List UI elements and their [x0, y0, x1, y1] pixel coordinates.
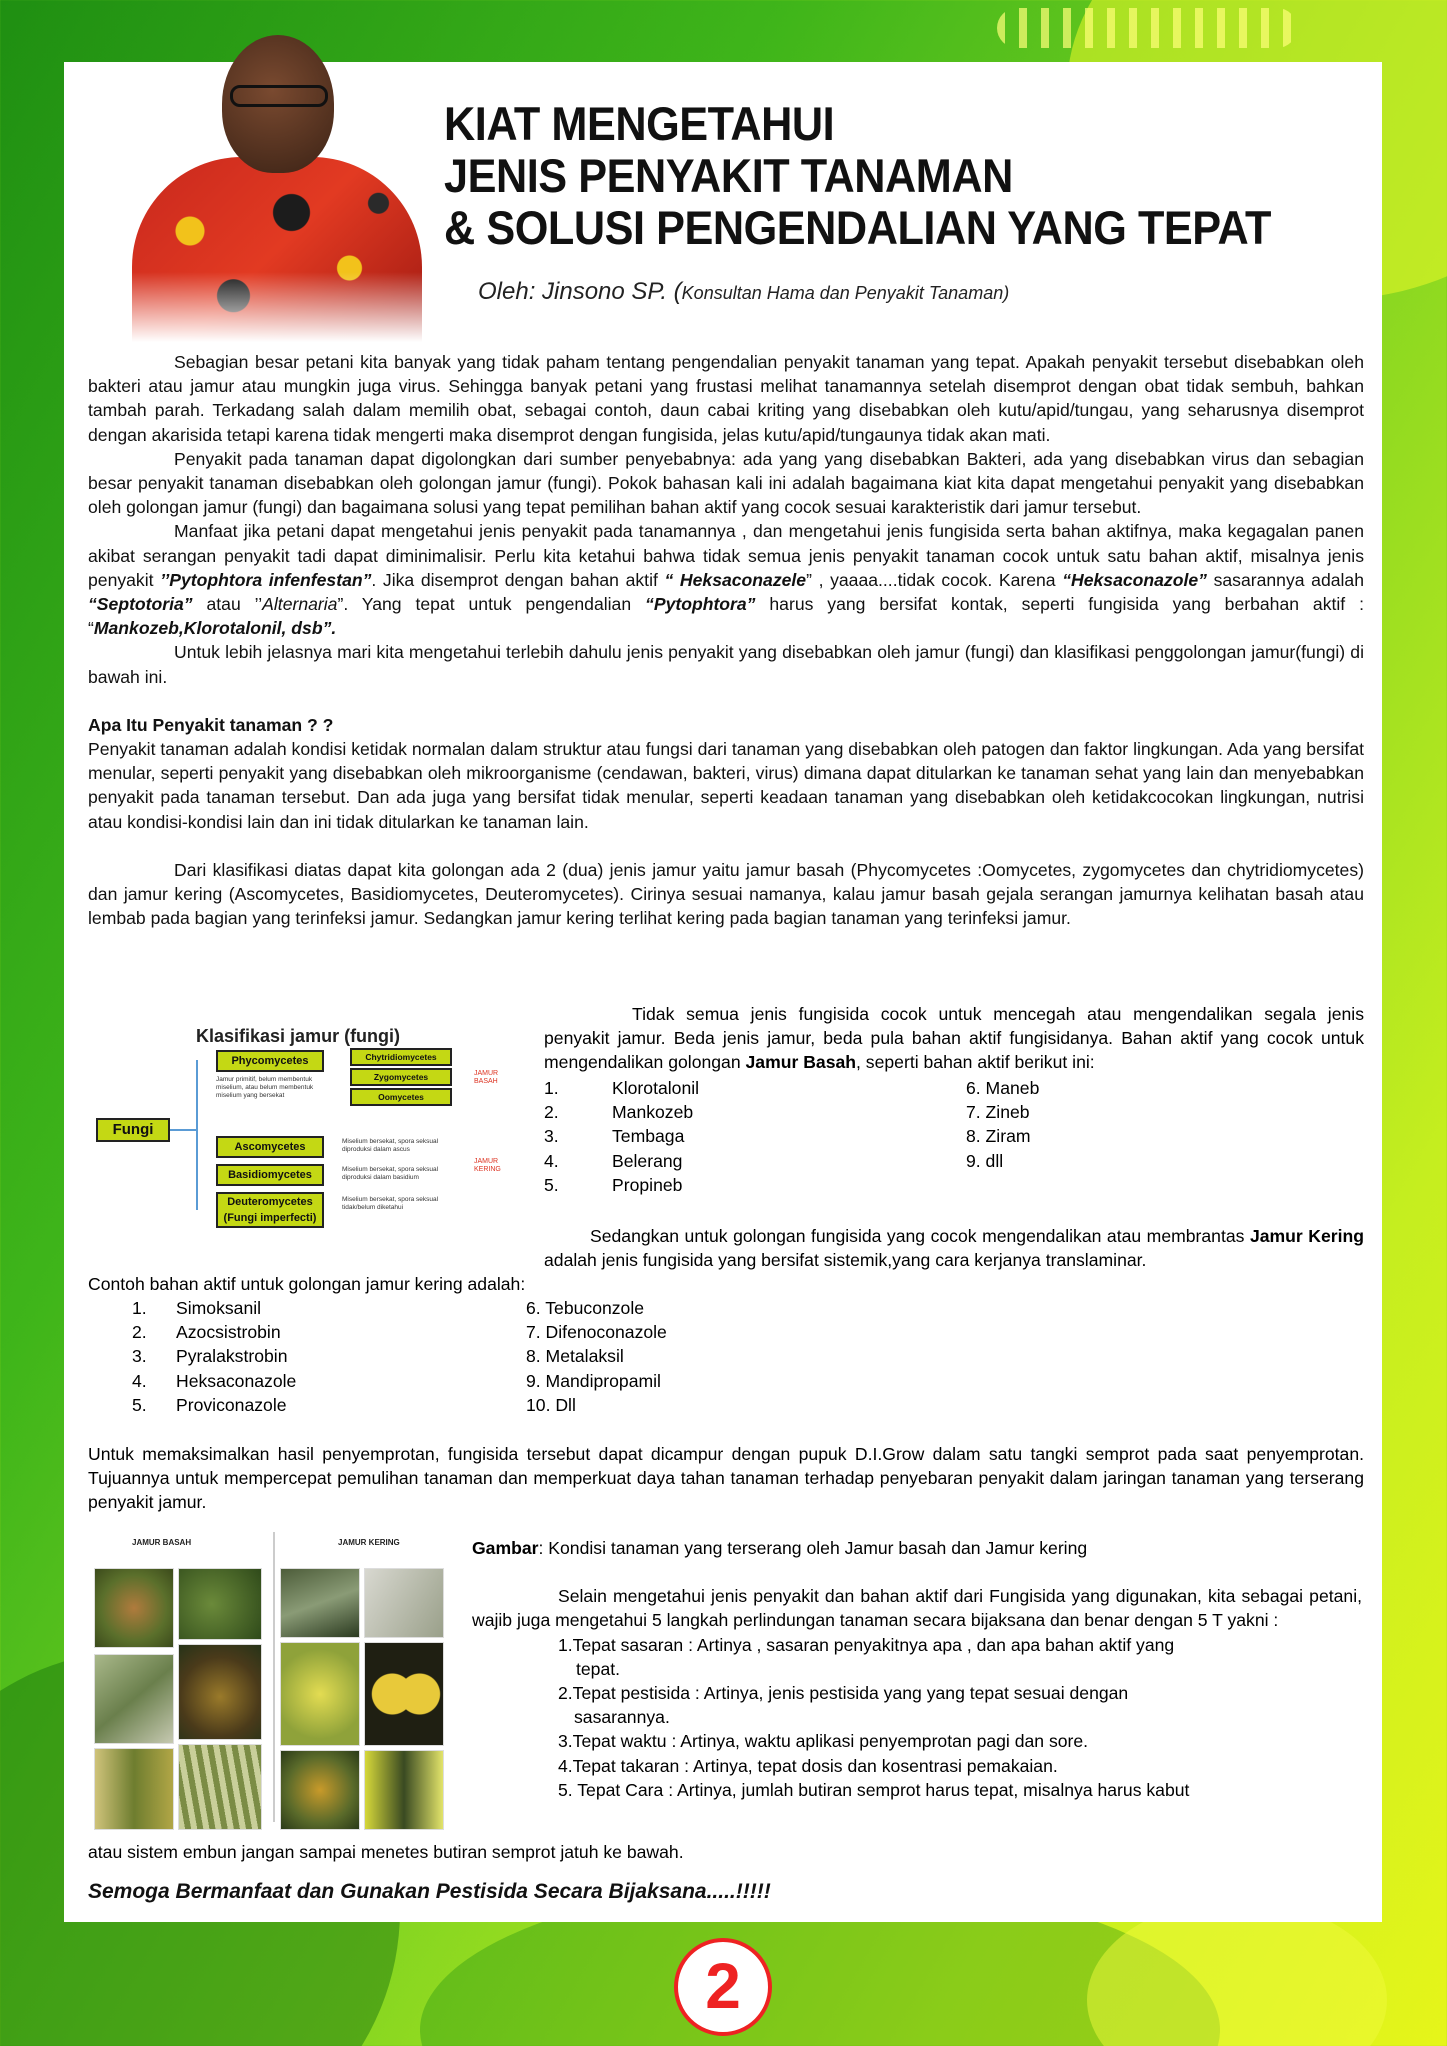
- page-number: 2: [674, 1938, 772, 2036]
- disease-images: [88, 1532, 448, 1832]
- list-item: 4. Belerang: [544, 1150, 683, 1171]
- jamur-basah-paragraph: Tidak semua jenis fungisida cocok untuk mencegah atau mengendalikan segala jenis penyakit jamur. Beda jenis jamur, beda pula bahan aktif fungisidanya. Bahan aktif yang cocok untuk mengendalikan golongan Jamur Basah, seperti bahan aktif berikut ini:: [544, 1004, 1364, 1073]
- intro-paragraph-1: Sebagian besar petani kita banyak yang tidak paham tentang pengendalian penyakit tanaman yang tepat. Apakah penyakit tersebut disebabkan oleh bakteri atau jamur atau mungkin juga virus. Sehingga banyak petani yang frustasi melihat tanamannya setelah disemprot dengan obat tidak sembuh, bahkan tambah parah. Terkadang salah dalam memilih obat, sebagai contoh, daun cabai kriting yang disebabkan oleh kutu/apid/tungau, yang seharusnya disemprot dengan akarisida tetapi karena tidak mengerti maka disemprot dengan fungisida, jelas kutu/apid/tungaunya tidak akan mati.: [88, 352, 1364, 445]
- node-zygomycetes: Zygomycetes: [350, 1068, 452, 1086]
- section-heading: Apa Itu Penyakit tanaman ? ?: [88, 714, 334, 735]
- image-tile: [94, 1654, 174, 1744]
- label-jamur-kering: JAMUR KERING: [474, 1158, 501, 1173]
- step-1: 1.Tepat sasaran : Artinya , sasaran penyakitnya apa , dan apa bahan aktif yang: [558, 1634, 1175, 1655]
- lima-t-section: [472, 1536, 1362, 1802]
- article-title: [444, 98, 1271, 254]
- title-line-3: & SOLUSI PENGENDALIAN YANG TEPAT: [444, 201, 1271, 254]
- author-name: Oleh: Jinsono SP. (: [478, 278, 682, 305]
- article-page: [64, 62, 1382, 1922]
- jamur-basah-section: [544, 1002, 1364, 1075]
- list-item: 6. Maneb: [966, 1078, 1040, 1098]
- author-photo: [132, 27, 422, 342]
- list-item: 1. Simoksanil: [132, 1298, 262, 1318]
- list-item: 5. Proviconazole: [132, 1394, 287, 1415]
- image-tile: [178, 1644, 262, 1740]
- label-jamur-kering-images: JAMUR KERING: [338, 1538, 400, 1547]
- list-item: 10. Dll: [526, 1394, 576, 1415]
- phyco-note: Jamur primitif, belum membentuk miselium, atau belum membentuk miselium yang bersekat: [216, 1076, 314, 1099]
- list-item: 9. Mandipropamil: [526, 1370, 661, 1391]
- basid-note: Miselium bersekat, spora seksual diproduksi dalam basidium: [342, 1166, 439, 1181]
- campur-paragraph: Untuk memaksimalkan hasil penyemprotan, fungisida tersebut dapat dicampur dengan pupuk D.I.Grow dalam satu tangki semprot pada saat penyemprotan. Tujuannya untuk mempercepat pemulihan tanaman dan memperkuat daya tahan tanaman terhadap penyebaran penyakit dalam jaringan tanaman yang terserang penyakit jamur.: [88, 1444, 1364, 1513]
- step-3: 3.Tepat waktu : Artinya, waktu aplikasi penyemprotan pagi dan sore.: [558, 1731, 1089, 1752]
- jamur-kering-lead: Contoh bahan aktif untuk golongan jamur kering adalah:: [88, 1274, 526, 1294]
- list-item: 1. Klorotalonil: [544, 1078, 700, 1098]
- jamur-kering-list-left: [132, 1296, 296, 1417]
- deut-note: Miselium bersekat, spora seksual tidak/belum diketahui: [342, 1196, 439, 1211]
- intro-paragraph-3: Manfaat jika petani dapat mengetahui jenis penyakit pada tanamannya , dan mengetahui jenis fungisida serta bahan aktifnya, maka kegagalan panen akibat serangan penyakit tadi dapat diminimalisir. Perlu kita ketahui bahwa tidak semua jenis penyakit tanaman cocok untuk satu bahan aktif, misalnya jenis penyakit ’’Pytophtora infenfestan”. Jika disemprot dengan bahan aktif “ Heksaconazele” , yaaaa....tidak cocok. Karena “Heksaconazole” sasarannya adalah “Septotoria” atau ’’Alternaria”. Yang tepat untuk pengendalian “Pytophtora” harus yang bersifat kontak, seperti fungisida yang berbahan aktif : “Mankozeb,Klorotalonil, dsb”.: [88, 521, 1364, 639]
- image-tile: [364, 1750, 444, 1830]
- intro-paragraph-2: Penyakit pada tanaman dapat digolongkan dari sumber penyebabnya: ada yang yang disebabkan Bakteri, ada yang disebabkan virus dan sebagian besar penyakit tanaman disebabkan oleh golongan jamur (fungi). Pokok bahasan kali ini adalah bagaimana kiat kita dapat mengetahui penyakit yang disebabkan oleh golongan jamur (fungi) dan bagaimana solusi yang tepat pemilihan bahan aktif yang cocok sesuai karakteristik dari jamur tersebut.: [88, 448, 1364, 518]
- list-item: 4. Heksaconazole: [132, 1370, 297, 1391]
- fungi-classification-diagram: [88, 1026, 518, 1226]
- image-tile: [94, 1748, 174, 1830]
- image-tile: [178, 1568, 262, 1640]
- list-item: 3. Tembaga: [544, 1126, 685, 1147]
- image-tile: [280, 1568, 360, 1638]
- node-deuteromycetes: Deuteromycetes (Fungi imperfecti): [216, 1192, 324, 1228]
- node-chytridiomycetes: Chytridiomycetes: [350, 1048, 452, 1066]
- node-phycomycetes: Phycomycetes: [216, 1050, 324, 1072]
- jamur-basah-list-left: [544, 1076, 699, 1197]
- step-1-cont: tepat.: [576, 1658, 621, 1679]
- image-tile: [280, 1750, 360, 1830]
- title-line-1: KIAT MENGETAHUI: [444, 97, 835, 150]
- step-5-cont: atau sistem embun jangan sampai menetes butiran semprot jatuh ke bawah.: [88, 1842, 684, 1862]
- background-stripes: [997, 8, 1297, 48]
- step-4: 4.Tepat takaran : Artinya, tepat dosis dan kosentrasi pemakaian.: [558, 1755, 1058, 1776]
- list-item: 9. dll: [966, 1150, 1004, 1171]
- jamur-basah-list-right: [966, 1076, 1039, 1173]
- image-tile: [178, 1744, 262, 1830]
- closing-line: Semoga Bermanfaat dan Gunakan Pestisida Secara Bijaksana.....!!!!!: [88, 1880, 771, 1903]
- image-tile: [364, 1642, 444, 1746]
- section-paragraph-2: Dari klasifikasi diatas dapat kita golongan ada 2 (dua) jenis jamur yaitu jamur basah (Phycomycetes :Oomycetes, zygomycetes dan chytridiomycetes) dan jamur kering (Ascomycetes, Basidiomycetes, Deuteromycetes). Cirinya sesuai namanya, kalau jamur basah gejala serangan jamurnya kelihatan basah atau lembab pada bagian yang terinfeksi jamur. Sedangkan jamur kering terlihat kering pada bagian tanaman yang terinfeksi jamur.: [88, 859, 1364, 929]
- node-ascomycetes: Ascomycetes: [216, 1136, 324, 1158]
- step-2-cont: sasarannya.: [574, 1707, 670, 1728]
- title-line-2: JENIS PENYAKIT TANAMAN: [444, 149, 1013, 202]
- list-item: 7. Difenoconazole: [526, 1322, 667, 1343]
- section-paragraph-1: Penyakit tanaman adalah kondisi ketidak normalan dalam struktur atau fungsi dari tanaman yang disebabkan oleh patogen dan faktor lingkungan. Ada yang bersifat menular, seperti penyakit yang disebabkan oleh mikroorganisme (cendawan, bakteri, virus) dimana dapat ditularkan ke tanaman sehat yang lain dan menyebabkan penyakit pada tanaman tersebut. Dan ada juga yang bersifat tidak menular, seperti keadaan tanaman yang disebabkan oleh ketidakcocokan lingkungan, nutrisi atau kondisi-kondisi lain dan ini tidak ditularkan ke tanaman lain.: [88, 739, 1364, 832]
- byline: [478, 278, 1009, 306]
- list-item: 8. Ziram: [966, 1126, 1031, 1147]
- list-item: 8. Metalaksil: [526, 1346, 624, 1367]
- jamur-kering-intro: Sedangkan untuk golongan fungisida yang cocok mengendalikan atau membrantas Jamur Kering adalah jenis fungisida yang bersifat sistemik,yang cara kerjanya translaminar.: [544, 1226, 1364, 1271]
- image-caption: Gambar: Kondisi tanaman yang terserang oleh Jamur basah dan Jamur kering: [472, 1538, 1088, 1558]
- lima-t-intro: Selain mengetahui jenis penyakit dan bahan aktif dari Fungisida yang digunakan, kita sebagai petani, wajib juga mengetahui 5 langkah perlindungan tanaman secara bijaksana dan benar dengan 5 T yakni :: [472, 1586, 1362, 1631]
- list-item: 5. Propineb: [544, 1174, 683, 1195]
- label-jamur-basah-images: JAMUR BASAH: [132, 1538, 192, 1547]
- list-item: 7. Zineb: [966, 1102, 1030, 1123]
- node-fungi: Fungi: [96, 1118, 170, 1142]
- list-item: 2. Azocsistrobin: [132, 1322, 281, 1343]
- diagram-title: Klasifikasi jamur (fungi): [196, 1026, 401, 1046]
- node-basidiomycetes: Basidiomycetes: [216, 1164, 324, 1186]
- jamur-kering-list-right: [526, 1296, 667, 1417]
- image-tile: [94, 1568, 174, 1648]
- article-body: [88, 350, 1364, 930]
- list-item: 6. Tebuconzole: [526, 1298, 645, 1318]
- list-item: 3. Pyralakstrobin: [132, 1346, 288, 1367]
- list-item: 2. Mankozeb: [544, 1102, 694, 1123]
- step-5: 5. Tepat Cara : Artinya, jumlah butiran semprot harus tepat, misalnya harus kabut: [558, 1779, 1190, 1800]
- node-oomycetes: Oomycetes: [350, 1088, 452, 1106]
- step-2: 2.Tepat pestisida : Artinya, jenis pestisida yang yang tepat sesuai dengan: [558, 1683, 1129, 1704]
- intro-paragraph-4: Untuk lebih jelasnya mari kita mengetahui terlebih dahulu jenis penyakit yang disebabkan oleh jamur (fungi) dan klasifikasi penggolongan jamur(fungi) di bawah ini.: [88, 642, 1364, 687]
- image-tile: [364, 1568, 444, 1638]
- label-jamur-basah: JAMUR BASAH: [474, 1070, 499, 1085]
- asco-note: Miselium bersekat, spora seksual diproduksi dalam ascus: [342, 1138, 439, 1153]
- author-role: Konsultan Hama dan Penyakit Tanaman): [681, 283, 1010, 303]
- image-tile: [280, 1642, 360, 1746]
